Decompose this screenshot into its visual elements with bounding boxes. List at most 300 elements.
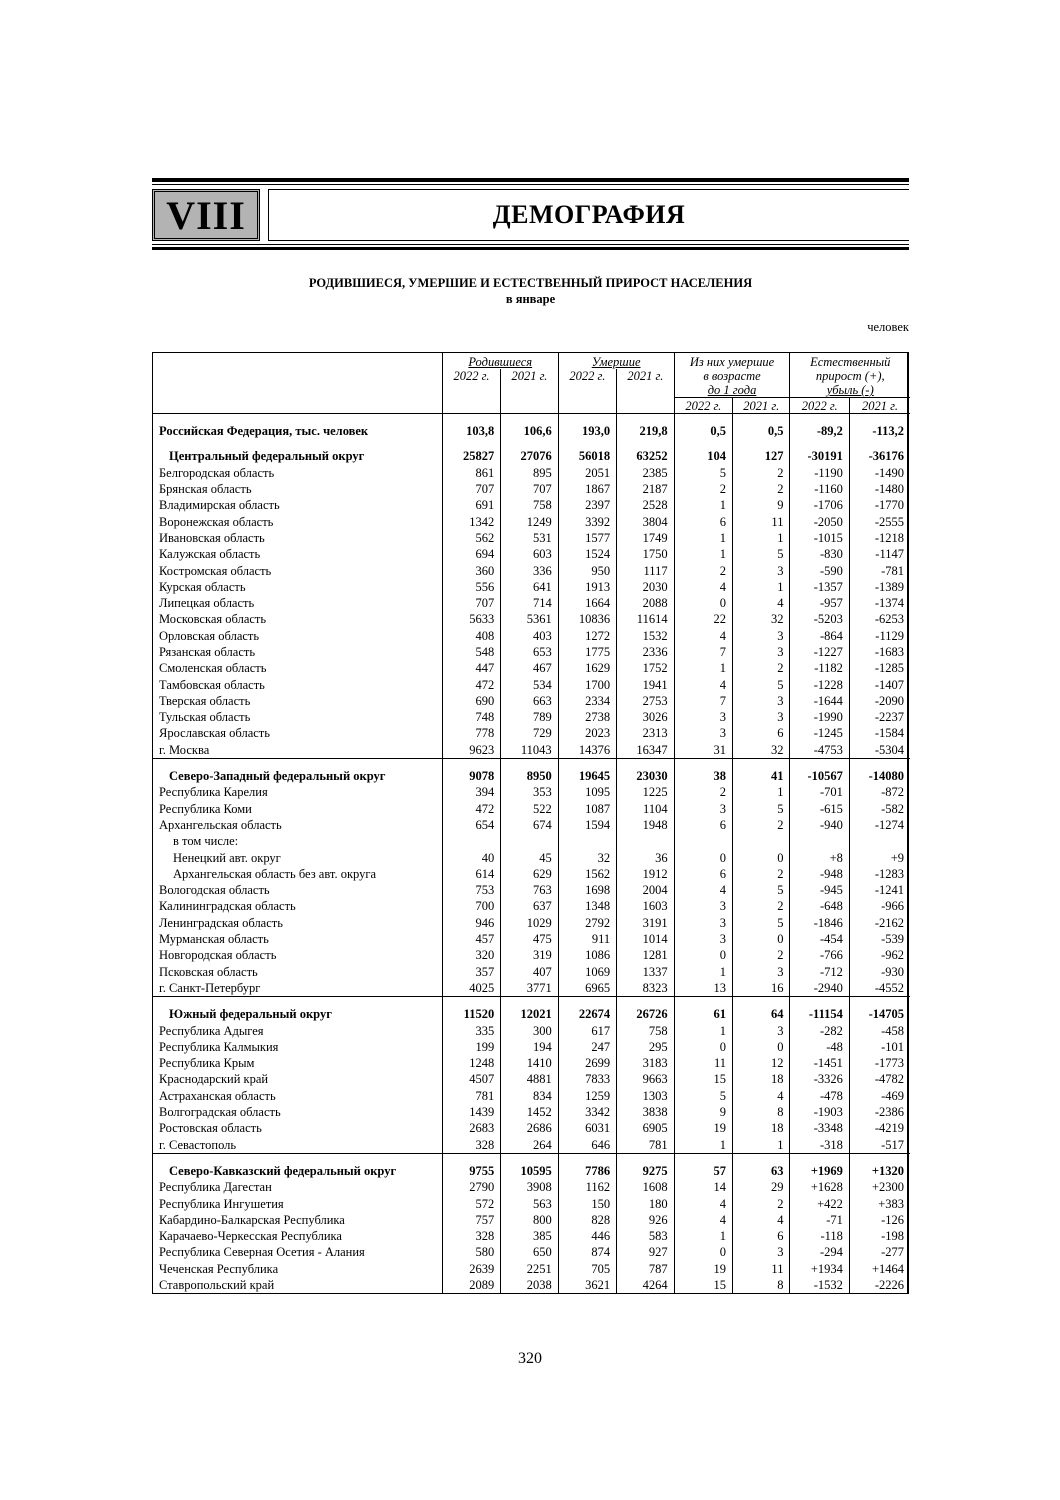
row-name: Волгоградская область <box>159 1105 281 1120</box>
row-value <box>442 833 500 849</box>
row-value: -198 <box>849 1228 910 1244</box>
row-value: 467 <box>501 660 558 676</box>
header-born-2021: 2021 г. <box>501 369 558 383</box>
row-value: 758 <box>617 1022 674 1038</box>
table-row <box>153 725 910 741</box>
row-value: -1190 <box>790 465 849 481</box>
row-value: -1773 <box>849 1055 910 1071</box>
row-value: -4552 <box>849 980 910 997</box>
row-value: -454 <box>790 931 849 947</box>
row-value: 6 <box>674 866 732 882</box>
row-name: Архангельская область <box>159 817 282 832</box>
row-value: 193,0 <box>558 423 616 439</box>
row-value: -1228 <box>790 676 849 692</box>
row-value: 700 <box>442 898 500 914</box>
spacer-cell <box>442 997 500 1007</box>
spacer-row <box>153 439 910 448</box>
header-rule-bottom-thick <box>152 247 909 250</box>
row-value: 407 <box>501 964 558 980</box>
row-value: 2 <box>733 817 790 833</box>
row-name: Республика Дагестан <box>159 1180 272 1195</box>
row-value: 3191 <box>617 915 674 931</box>
row-name: Чеченская Республика <box>159 1261 279 1276</box>
row-value: 5 <box>733 915 790 931</box>
row-value: 36 <box>617 849 674 865</box>
row-value: 834 <box>501 1088 558 1104</box>
row-value: -1160 <box>790 481 849 497</box>
row-value: -864 <box>790 628 849 644</box>
header-rule-bottom-thin <box>152 244 909 245</box>
row-value: 757 <box>442 1212 500 1228</box>
row-value: 4 <box>674 1212 732 1228</box>
row-value: -1532 <box>790 1277 849 1293</box>
row-name: в том числе: <box>173 834 239 849</box>
row-value: 8 <box>733 1277 790 1293</box>
row-value: 1698 <box>558 882 616 898</box>
row-value: 548 <box>442 644 500 660</box>
row-value: 3 <box>733 693 790 709</box>
row-value: 646 <box>558 1136 616 1153</box>
table-title: РОДИВШИЕСЯ, УМЕРШИЕ И ЕСТЕСТВЕННЫЙ ПРИРОСТ НАСЕЛЕНИЯ <box>308 276 753 290</box>
row-value: 1259 <box>558 1088 616 1104</box>
row-value: -1147 <box>849 546 910 562</box>
row-value: -1706 <box>790 497 849 513</box>
row-name: Брянская область <box>159 482 252 497</box>
row-value: -1451 <box>790 1055 849 1071</box>
row-value: 3 <box>733 709 790 725</box>
row-value <box>674 833 732 849</box>
row-value: 828 <box>558 1212 616 1228</box>
table-row <box>153 768 910 784</box>
row-value: 3 <box>674 801 732 817</box>
row-name: Республика Карелия <box>159 785 268 800</box>
row-value: 4 <box>733 595 790 611</box>
row-value: 3392 <box>558 513 616 529</box>
row-value: 3183 <box>617 1055 674 1071</box>
table-row <box>153 1228 910 1244</box>
row-value: 23030 <box>617 768 674 784</box>
row-value: 19645 <box>558 768 616 784</box>
row-value: 1249 <box>501 513 558 529</box>
row-value: 7786 <box>558 1163 616 1179</box>
row-value: -1770 <box>849 497 910 513</box>
row-value: 2038 <box>501 1277 558 1293</box>
row-value: 6 <box>674 513 732 529</box>
table-row <box>153 1039 910 1055</box>
row-value: 16347 <box>617 742 674 759</box>
row-value: -2940 <box>790 980 849 997</box>
row-value: 2528 <box>617 497 674 513</box>
row-name: Республика Адыгея <box>159 1023 264 1038</box>
row-value: 3 <box>733 1244 790 1260</box>
row-value: -615 <box>790 801 849 817</box>
row-value: -1015 <box>790 530 849 546</box>
row-value: 1439 <box>442 1104 500 1120</box>
row-value: 1225 <box>617 784 674 800</box>
row-value: 1117 <box>617 562 674 578</box>
row-value: -36176 <box>849 448 910 464</box>
row-value: 0 <box>674 1039 732 1055</box>
row-value: 2030 <box>617 579 674 595</box>
row-value: 3 <box>733 562 790 578</box>
row-value: 705 <box>558 1261 616 1277</box>
spacer-cell <box>501 997 558 1007</box>
row-value: 714 <box>501 595 558 611</box>
row-value: 472 <box>442 676 500 692</box>
header-empty-cell <box>153 353 442 414</box>
table-row <box>153 562 910 578</box>
row-value: 861 <box>442 465 500 481</box>
row-value: 1104 <box>617 801 674 817</box>
table-body <box>153 414 910 1294</box>
row-value: -126 <box>849 1212 910 1228</box>
row-value: 572 <box>442 1195 500 1211</box>
row-value: 7 <box>674 644 732 660</box>
row-value: 103,8 <box>442 423 500 439</box>
header-died-2022: 2022 г. <box>558 369 616 383</box>
row-value: 475 <box>501 931 558 947</box>
row-value: 0,5 <box>674 423 732 439</box>
row-value: -2226 <box>849 1277 910 1293</box>
header-natural: Естественный прирост (+), убыль (-) <box>790 353 910 398</box>
row-value: -1389 <box>849 579 910 595</box>
row-value: 11 <box>733 1261 790 1277</box>
row-value: 32 <box>733 742 790 759</box>
row-value: 57 <box>674 1163 732 1179</box>
row-value: 180 <box>617 1195 674 1211</box>
row-value: 653 <box>501 644 558 660</box>
row-value: 150 <box>558 1195 616 1211</box>
row-value: 5 <box>674 465 732 481</box>
row-value: -2386 <box>849 1104 910 1120</box>
row-value: -2090 <box>849 693 910 709</box>
row-value: 707 <box>442 595 500 611</box>
row-value: -48 <box>790 1039 849 1055</box>
row-value: 63252 <box>617 448 674 464</box>
chapter-title-box <box>268 189 909 241</box>
row-value: 295 <box>617 1039 674 1055</box>
row-value: 1 <box>733 579 790 595</box>
row-value: -478 <box>790 1088 849 1104</box>
row-value: -945 <box>790 882 849 898</box>
row-value: 3908 <box>501 1179 558 1195</box>
row-value: 38 <box>674 768 732 784</box>
table-row <box>153 742 910 759</box>
row-value: 408 <box>442 628 500 644</box>
row-value: 1948 <box>617 817 674 833</box>
row-value: -1182 <box>790 660 849 676</box>
spacer-cell <box>558 439 616 448</box>
row-name: Рязанская область <box>159 645 256 659</box>
row-value: 1272 <box>558 628 616 644</box>
table-row <box>153 801 910 817</box>
row-value: 6 <box>674 817 732 833</box>
row-value: -590 <box>790 562 849 578</box>
row-name: Орловская область <box>159 628 260 643</box>
row-name: Владимирская область <box>159 498 280 513</box>
row-name: Московская область <box>159 612 267 627</box>
row-value: -4219 <box>849 1120 910 1136</box>
row-value: -10567 <box>790 768 849 784</box>
row-value: 1594 <box>558 817 616 833</box>
row-value: 2 <box>733 660 790 676</box>
row-value: 1562 <box>558 866 616 882</box>
row-name: Воронежская область <box>159 514 274 529</box>
row-value: +2300 <box>849 1179 910 1195</box>
row-value: 2738 <box>558 709 616 725</box>
row-value: -1283 <box>849 866 910 882</box>
header-died-2021: 2021 г. <box>617 369 674 383</box>
spacer-cell <box>501 439 558 448</box>
row-value: 1069 <box>558 964 616 980</box>
header-rule-top-thin <box>152 184 909 185</box>
row-value: 127 <box>733 448 790 464</box>
row-value: 403 <box>501 628 558 644</box>
row-value: 1752 <box>617 660 674 676</box>
row-value: 654 <box>442 817 500 833</box>
spacer-cell <box>674 414 732 424</box>
row-value: 6 <box>733 725 790 741</box>
spacer-cell <box>501 414 558 424</box>
row-value: 2 <box>733 866 790 882</box>
row-value: 3 <box>733 1022 790 1038</box>
spacer-cell <box>501 758 558 768</box>
row-value: 1532 <box>617 628 674 644</box>
spacer-cell <box>790 439 849 448</box>
table-row <box>153 898 910 914</box>
row-value: 3026 <box>617 709 674 725</box>
table-row <box>153 1088 910 1104</box>
row-value: 9623 <box>442 742 500 759</box>
row-value: 4 <box>674 1195 732 1211</box>
spacer-cell <box>558 1153 616 1163</box>
row-name: Ивановская область <box>159 530 265 545</box>
row-value: 4507 <box>442 1071 500 1087</box>
row-value: 4 <box>674 676 732 692</box>
row-value: -1407 <box>849 676 910 692</box>
row-value: 2683 <box>442 1120 500 1136</box>
header-died: Умершие <box>558 353 674 369</box>
row-value: 320 <box>442 947 500 963</box>
row-value: 2 <box>733 481 790 497</box>
row-value: 199 <box>442 1039 500 1055</box>
table-row <box>153 1006 910 1022</box>
row-name: Кабардино-Балкарская Республика <box>159 1212 345 1227</box>
row-value: 16 <box>733 980 790 997</box>
spacer-cell <box>849 997 910 1007</box>
row-value: 194 <box>501 1039 558 1055</box>
row-value: 787 <box>617 1261 674 1277</box>
row-value: 19 <box>674 1120 732 1136</box>
spacer-cell <box>849 758 910 768</box>
row-value: 5 <box>733 801 790 817</box>
row-name: Российская Федерация, тыс. человек <box>159 424 369 439</box>
table-row <box>153 660 910 676</box>
row-value: 2639 <box>442 1261 500 1277</box>
spacer-cell <box>790 758 849 768</box>
row-value: 556 <box>442 579 500 595</box>
row-name: Архангельская область без авт. округа <box>173 866 377 881</box>
row-value: 3342 <box>558 1104 616 1120</box>
spacer-cell <box>153 414 442 424</box>
spacer-cell <box>617 414 674 424</box>
row-value: -1903 <box>790 1104 849 1120</box>
row-value: 1 <box>733 530 790 546</box>
row-value <box>501 833 558 849</box>
row-value: -2555 <box>849 513 910 529</box>
row-value: 1603 <box>617 898 674 914</box>
row-value: 729 <box>501 725 558 741</box>
row-value: 946 <box>442 915 500 931</box>
row-value: 10836 <box>558 611 616 627</box>
row-value: 1303 <box>617 1088 674 1104</box>
row-value: 690 <box>442 693 500 709</box>
row-value: 4025 <box>442 980 500 997</box>
table-row <box>153 693 910 709</box>
row-name: г. Санкт-Петербург <box>153 980 442 997</box>
row-value: -962 <box>849 947 910 963</box>
row-value: 41 <box>733 768 790 784</box>
table-row <box>153 931 910 947</box>
row-value: 1 <box>674 1228 732 1244</box>
spacer-cell <box>849 1153 910 1163</box>
row-value: 8950 <box>501 768 558 784</box>
table-subtitle: в январе <box>505 292 556 306</box>
row-value: -2050 <box>790 513 849 529</box>
row-value: 11043 <box>501 742 558 759</box>
row-value: 758 <box>501 497 558 513</box>
row-value: 6031 <box>558 1120 616 1136</box>
table-row <box>153 1261 910 1277</box>
row-value: 2 <box>674 784 732 800</box>
row-name: Ненецкий авт. округ <box>173 850 281 865</box>
table-row <box>153 1071 910 1087</box>
row-name: Курская область <box>159 579 246 594</box>
row-value: 2023 <box>558 725 616 741</box>
header-infant-2022: 2022 г. <box>674 398 732 414</box>
row-value: -1584 <box>849 725 910 741</box>
row-value: 328 <box>442 1136 500 1153</box>
row-value: -781 <box>849 562 910 578</box>
spacer-cell <box>442 758 500 768</box>
row-value: -5304 <box>849 742 910 759</box>
table-row <box>153 1136 910 1153</box>
row-value: -14080 <box>849 768 910 784</box>
row-value: 2 <box>674 481 732 497</box>
row-value: 2 <box>733 898 790 914</box>
row-value: 580 <box>442 1244 500 1260</box>
row-value: 106,6 <box>501 423 558 439</box>
row-name: Тамбовская область <box>159 677 265 692</box>
row-value: 353 <box>501 784 558 800</box>
table-row <box>153 915 910 931</box>
spacer-cell <box>790 1153 849 1163</box>
row-value: 694 <box>442 546 500 562</box>
table-row <box>153 644 910 660</box>
row-value: +9 <box>849 849 910 865</box>
row-value: 1700 <box>558 676 616 692</box>
row-value: -1218 <box>849 530 910 546</box>
row-value: 0 <box>733 849 790 865</box>
row-value: 3804 <box>617 513 674 529</box>
row-value: 12 <box>733 1055 790 1071</box>
row-value: -930 <box>849 964 910 980</box>
row-value: 56018 <box>558 448 616 464</box>
row-value: 3 <box>674 915 732 931</box>
row-value: 4 <box>674 579 732 595</box>
table-row <box>153 1277 910 1293</box>
row-value: -1374 <box>849 595 910 611</box>
row-value: 1087 <box>558 801 616 817</box>
row-value: 2 <box>733 465 790 481</box>
header-died-spacer-1 <box>558 383 616 414</box>
chapter-title: ДЕМОГРАФИЯ <box>492 200 686 229</box>
row-value: 61 <box>674 1006 732 1022</box>
row-value: 2 <box>733 947 790 963</box>
row-value: 18 <box>733 1071 790 1087</box>
row-value: 2313 <box>617 725 674 741</box>
spacer-cell <box>617 758 674 768</box>
row-value: 0 <box>674 849 732 865</box>
row-value: -1357 <box>790 579 849 595</box>
row-value: -11154 <box>790 1006 849 1022</box>
row-value: 8323 <box>617 980 674 997</box>
row-value: 1524 <box>558 546 616 562</box>
table-row <box>153 465 910 481</box>
spacer-cell <box>558 414 616 424</box>
spacer-cell <box>442 1153 500 1163</box>
row-value: 10595 <box>501 1163 558 1179</box>
row-value: -948 <box>790 866 849 882</box>
row-value: 748 <box>442 709 500 725</box>
row-value: 927 <box>617 1244 674 1260</box>
table-row <box>153 579 910 595</box>
row-value: 2753 <box>617 693 674 709</box>
row-value: 1629 <box>558 660 616 676</box>
row-value: -957 <box>790 595 849 611</box>
header-born: Родившиеся <box>442 353 558 369</box>
table-row <box>153 628 910 644</box>
row-value <box>790 833 849 849</box>
row-value: 707 <box>501 481 558 497</box>
row-value: 328 <box>442 1228 500 1244</box>
row-value: 2699 <box>558 1055 616 1071</box>
table-row <box>153 1179 910 1195</box>
row-value: 247 <box>558 1039 616 1055</box>
table-row <box>153 595 910 611</box>
row-name: Костромская область <box>159 563 272 578</box>
row-name: Тверская область <box>159 693 251 708</box>
row-value: 31 <box>674 742 732 759</box>
spacer-cell <box>849 414 910 424</box>
row-value: 45 <box>501 849 558 865</box>
row-name: Астраханская область <box>159 1088 276 1103</box>
row-value: 12021 <box>501 1006 558 1022</box>
row-value: 1337 <box>617 964 674 980</box>
row-value: -71 <box>790 1212 849 1228</box>
row-value: 446 <box>558 1228 616 1244</box>
row-value: 1749 <box>617 530 674 546</box>
row-value: 1452 <box>501 1104 558 1120</box>
row-value: 0 <box>733 1039 790 1055</box>
row-name: Калининградская область <box>159 899 296 914</box>
spacer-cell <box>442 439 500 448</box>
row-value: 663 <box>501 693 558 709</box>
row-value: 9275 <box>617 1163 674 1179</box>
row-value: 2004 <box>617 882 674 898</box>
row-value: 0 <box>733 931 790 947</box>
table-row <box>153 530 910 546</box>
